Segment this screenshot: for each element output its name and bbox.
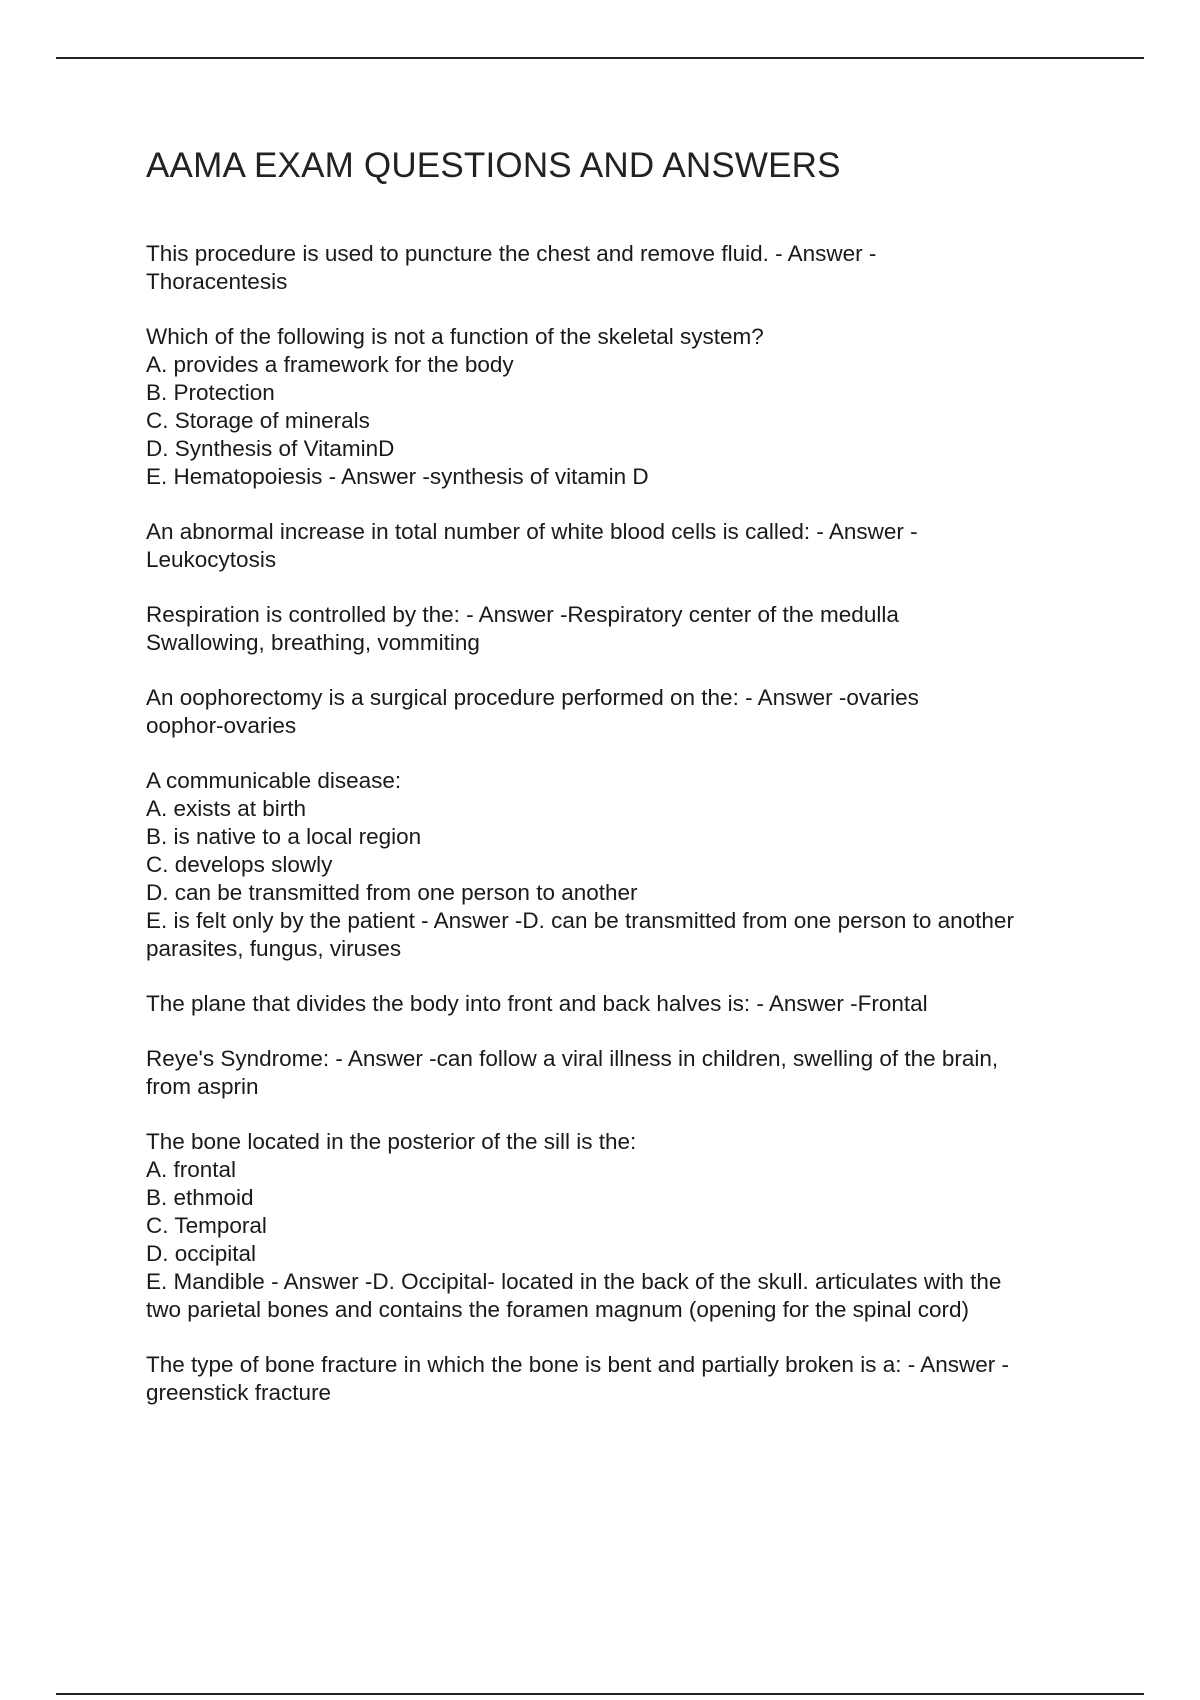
qa-line: D. can be transmitted from one person to another	[146, 880, 638, 905]
document-body	[146, 142, 1106, 1434]
qa-list	[146, 240, 1106, 1407]
qa-line: D. occipital	[146, 1241, 257, 1266]
qa-line: An abnormal increase in total number of white blood cells is called: - Answer -	[146, 519, 918, 544]
top-rule	[56, 57, 1144, 59]
qa-line: E. Mandible - Answer -D. Occipital- located in the back of the skull. articulates with the	[146, 1269, 1002, 1294]
qa-line: C. develops slowly	[146, 852, 333, 877]
qa-line: Swallowing, breathing, vommiting	[146, 630, 480, 655]
qa-line: B. ethmoid	[146, 1185, 254, 1210]
qa-line: Leukocytosis	[146, 547, 277, 572]
qa-line: The type of bone fracture in which the bone is bent and partially broken is a: - Answer -	[146, 1352, 1009, 1377]
qa-line: An oophorectomy is a surgical procedure performed on the: - Answer -ovaries	[146, 685, 919, 710]
qa-entry	[146, 990, 1106, 1018]
qa-entry	[146, 1128, 1106, 1324]
qa-line: A communicable disease:	[146, 768, 402, 793]
qa-line: The plane that divides the body into front and back halves is: - Answer -Frontal	[146, 991, 928, 1016]
qa-line: two parietal bones and contains the foramen magnum (opening for the spinal cord)	[146, 1297, 969, 1322]
qa-line: Reye's Syndrome: - Answer -can follow a viral illness in children, swelling of the brain,	[146, 1046, 999, 1071]
qa-line: Thoracentesis	[146, 269, 288, 294]
qa-line: The bone located in the posterior of the sill is the:	[146, 1129, 637, 1154]
qa-line: D. Synthesis of VitaminD	[146, 436, 395, 461]
qa-line: parasites, fungus, viruses	[146, 936, 402, 961]
qa-entry	[146, 518, 1106, 574]
bottom-rule	[56, 1693, 1144, 1695]
qa-line: Respiration is controlled by the: - Answer -Respiratory center of the medulla	[146, 602, 899, 627]
qa-line: greenstick fracture	[146, 1380, 332, 1405]
qa-line: E. Hematopoiesis - Answer -synthesis of vitamin D	[146, 464, 649, 489]
qa-line: B. Protection	[146, 380, 275, 405]
qa-line: A. provides a framework for the body	[146, 352, 514, 377]
qa-entry	[146, 767, 1106, 963]
qa-line: This procedure is used to puncture the chest and remove fluid. - Answer -	[146, 241, 877, 266]
qa-line: from asprin	[146, 1074, 259, 1099]
qa-entry	[146, 1351, 1106, 1407]
qa-entry	[146, 1045, 1106, 1101]
qa-line: oophor-ovaries	[146, 713, 297, 738]
qa-line: A. frontal	[146, 1157, 237, 1182]
qa-line: C. Temporal	[146, 1213, 267, 1238]
document-title: AAMA EXAM QUESTIONS AND ANSWERS	[146, 146, 841, 185]
qa-entry	[146, 240, 1106, 296]
qa-line: A. exists at birth	[146, 796, 307, 821]
qa-line: E. is felt only by the patient - Answer -D. can be transmitted from one person to another	[146, 908, 1014, 933]
qa-line: Which of the following is not a function of the skeletal system?	[146, 324, 764, 349]
qa-entry	[146, 684, 1106, 740]
qa-entry	[146, 323, 1106, 491]
qa-line: B. is native to a local region	[146, 824, 422, 849]
qa-line: C. Storage of minerals	[146, 408, 370, 433]
qa-entry	[146, 601, 1106, 657]
